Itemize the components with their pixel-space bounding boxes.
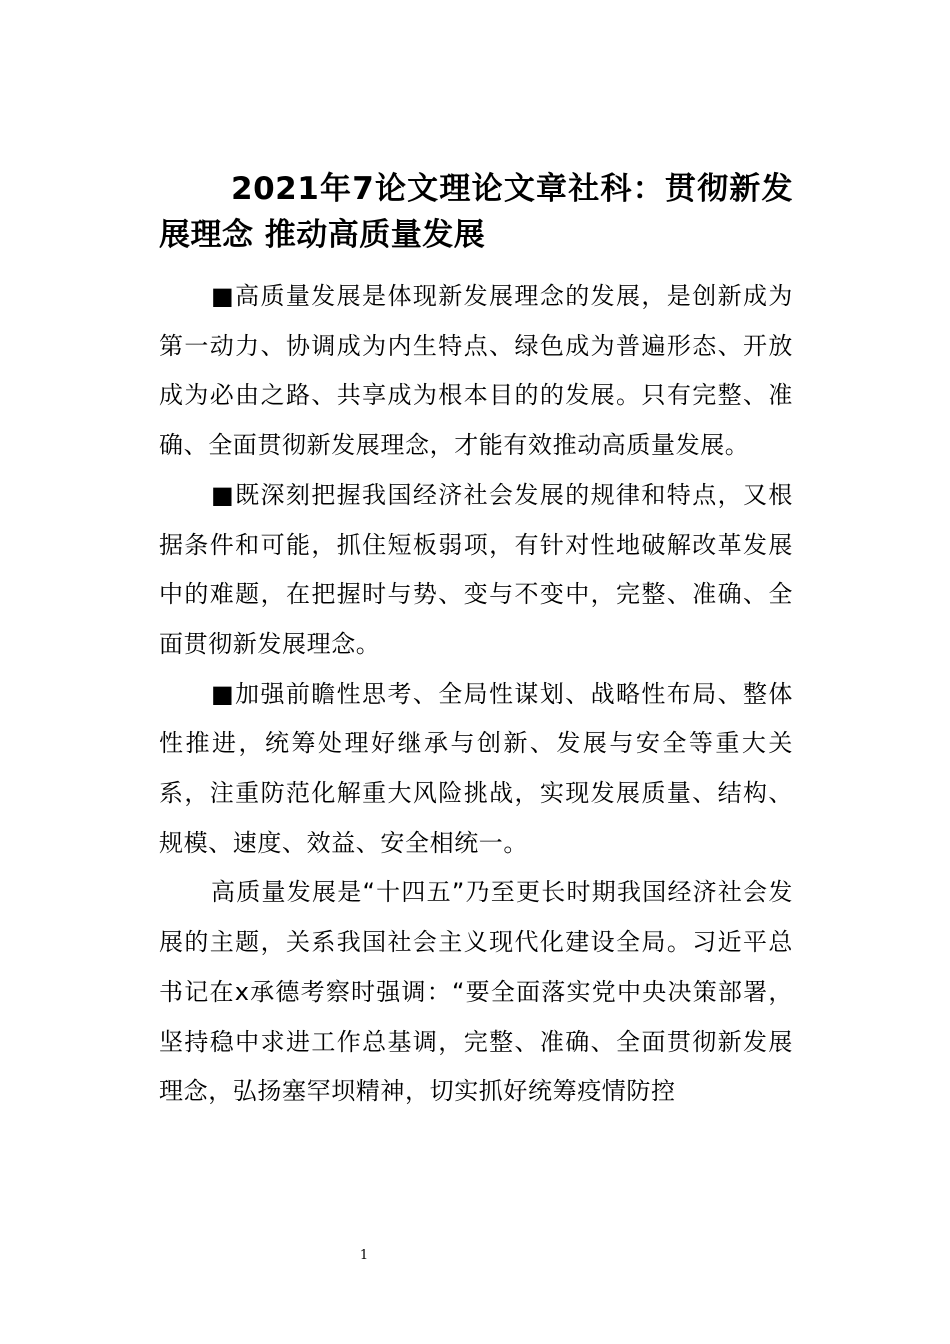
document-content: [159, 166, 793, 1117]
paragraph-1: ■高质量发展是体现新发展理念的发展，是创新成为第一动力、协调成为内生特点、绿色成为普遍形态、开放成为必由之路、共享成为根本目的的发展。只有完整、准确、全面贯彻新发展理念，才能有效推动高质量发展。: [159, 282, 793, 460]
document-title: 2021年7论文理论文章社科：贯彻新发展理念 推动高质量发展: [159, 171, 793, 253]
paragraph-4: 高质量发展是“十四五”乃至更长时期我国经济社会发展的主题，关系我国社会主义现代化建设全局。习近平总书记在x承德考察时强调：“要全面落实党中央决策部署，坚持稳中求进工作总基调，完整、准确、全面贯彻新发展理念，弘扬塞罕坝精神，切实抓好统筹疫情防控: [159, 878, 793, 1106]
page-number: 1: [359, 1248, 369, 1263]
document-body: [159, 272, 793, 1117]
paragraph-3: ■加强前瞻性思考、全局性谋划、战略性布局、整体性推进，统筹处理好继承与创新、发展与安全等重大关系，注重防范化解重大风险挑战，实现发展质量、结构、规模、速度、效益、安全相统一。: [159, 679, 793, 857]
paragraph-2: ■既深刻把握我国经济社会发展的规律和特点，又根据条件和可能，抓住短板弱项，有针对性地破解改革发展中的难题，在把握时与势、变与不变中，完整、准确、全面贯彻新发展理念。: [159, 480, 793, 658]
